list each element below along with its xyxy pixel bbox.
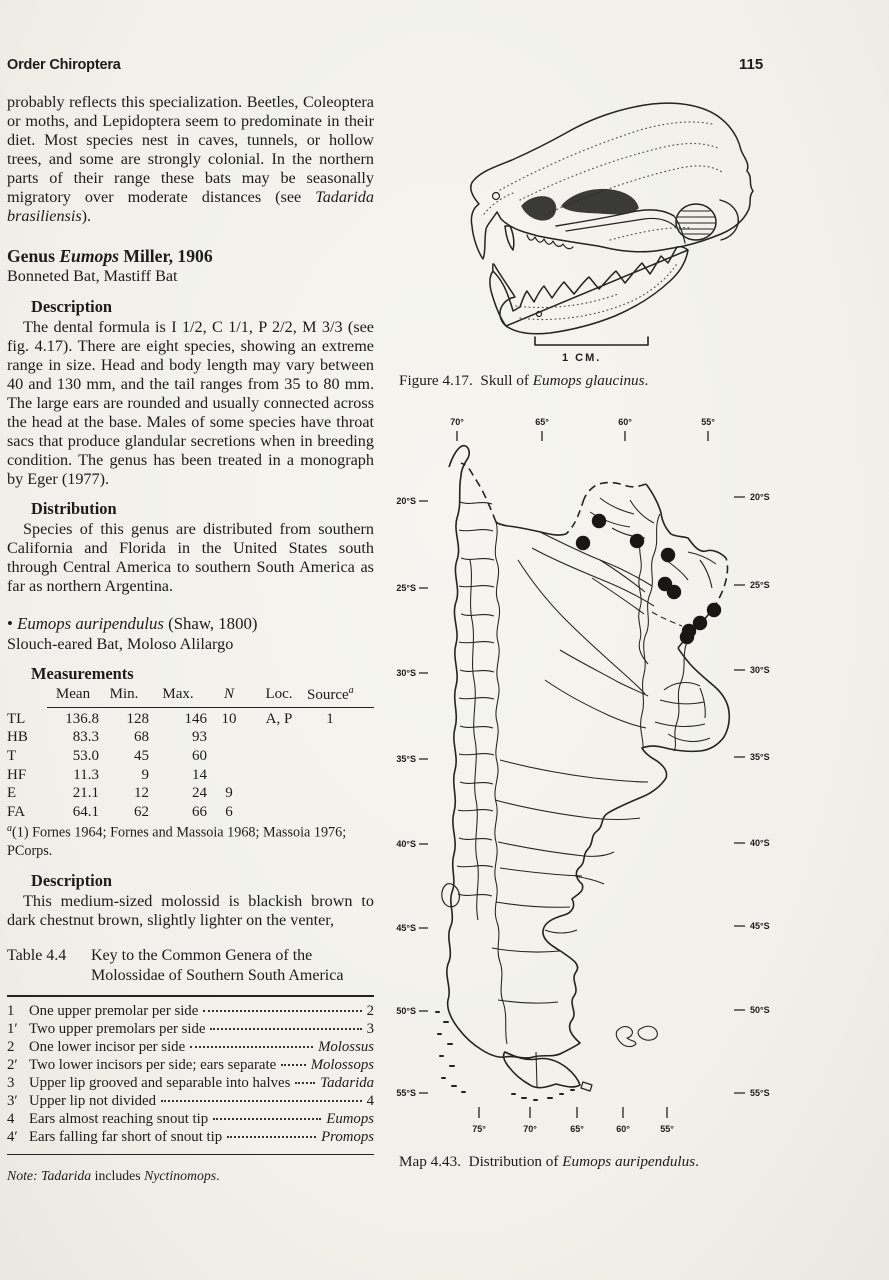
scale-bar-label: 1 CM. (562, 352, 602, 364)
dot-leader (227, 1136, 316, 1138)
table-row: HF 11.3 9 14 (7, 766, 207, 783)
dot-leader (213, 1118, 321, 1120)
measurements-heading: Measurements (31, 664, 134, 684)
svg-text:35°S: 35°S (396, 754, 416, 764)
col-max: Max. (162, 686, 194, 703)
key-row: 4 Ears almost reaching snout tip Eumops (7, 1110, 374, 1127)
measurements-header-row (7, 685, 374, 710)
svg-text:35°S: 35°S (750, 752, 770, 762)
falkland-islands (616, 1026, 657, 1046)
svg-text:25°S: 25°S (396, 583, 416, 593)
rule (7, 1154, 374, 1155)
svg-text:60°: 60° (618, 417, 632, 427)
key-table-note: Note: Tadarida includes Nyctinomops. (7, 1167, 220, 1183)
key-row: 1 One upper premolar per side 2 (7, 1002, 374, 1019)
left-column (7, 93, 374, 1184)
dot-leader (210, 1028, 361, 1030)
key-row: 1′ Two upper premolars per side 3 (7, 1020, 374, 1037)
running-head: Order Chiroptera (7, 57, 121, 73)
table-row: T 53.0 45 60 (7, 747, 207, 764)
svg-text:40°S: 40°S (396, 839, 416, 849)
dot-leader (281, 1064, 306, 1066)
genus-common-names: Bonneted Bat, Mastiff Bat (7, 267, 178, 286)
svg-text:70°: 70° (523, 1124, 537, 1134)
svg-text:75°: 75° (472, 1124, 486, 1134)
svg-text:45°S: 45°S (750, 921, 770, 931)
svg-text:20°S: 20°S (396, 496, 416, 506)
dot-leader (161, 1100, 362, 1102)
svg-text:55°: 55° (701, 417, 715, 427)
skull-drawing (450, 88, 785, 372)
genus-heading: Genus Eumops Miller, 1906 (7, 246, 213, 267)
svg-text:50°S: 50°S (396, 1006, 416, 1016)
svg-text:40°S: 40°S (750, 838, 770, 848)
map-latitude-labels-left (396, 496, 416, 1098)
svg-text:60°: 60° (616, 1124, 630, 1134)
svg-text:50°S: 50°S (750, 1005, 770, 1015)
svg-text:55°: 55° (660, 1124, 674, 1134)
map-longitude-labels-bottom (472, 1124, 674, 1134)
key-table-label: Table 4.4 (7, 946, 67, 964)
species-description-paragraph: This medium-sized molossid is blackish brown to dark chestnut brown, slightly lighter on the venter, (7, 891, 374, 929)
table-row: HB 83.3 68 93 (7, 729, 207, 746)
table-row: E 21.1 12 24 9 (7, 785, 233, 802)
key-row: 3′ Upper lip not divided 4 (7, 1092, 374, 1109)
svg-text:30°S: 30°S (750, 665, 770, 675)
page-number: 115 (739, 56, 764, 73)
graticule-ticks (419, 431, 745, 1118)
rule (7, 995, 374, 997)
species-common-names: Slouch-eared Bat, Moloso Alilargo (7, 634, 234, 653)
svg-text:70°: 70° (450, 417, 464, 427)
svg-text:30°S: 30°S (396, 668, 416, 678)
col-loc: Loc. (265, 686, 293, 703)
distribution-map (394, 404, 886, 1148)
col-source: Source$^a$ (307, 685, 354, 704)
dot-leader (203, 1010, 361, 1012)
svg-text:25°S: 25°S (750, 580, 770, 590)
measurements-table (7, 685, 374, 821)
dot-leader (190, 1046, 313, 1048)
key-row: 4′ Ears falling far short of snout tip Promops (7, 1129, 374, 1146)
svg-text:55°S: 55°S (396, 1088, 416, 1098)
key-table (7, 946, 374, 1184)
genus-distribution-heading: Distribution (31, 499, 117, 519)
map-caption: Map 4.43. Distribution of Eumops auripendulus. (399, 1153, 699, 1170)
table-row: FA 64.1 62 66 6 (7, 803, 233, 820)
svg-text:55°S: 55°S (750, 1088, 770, 1098)
intro-paragraph: probably reflects this specialization. Beetles, Coleoptera or moths, and Lepidoptera seem to predominate in their diet. Most species nest in caves, tunnels, or hollow trees, and some are strongly colonial. In the northern parts of their range these bats may be seasonally migratory over moderate distances (see Tadarida brasiliensis). (7, 93, 374, 226)
svg-text:20°S: 20°S (750, 492, 770, 502)
svg-text:65°: 65° (535, 417, 549, 427)
key-row: 2′ Two lower incisors per side; ears separate Molossops (7, 1056, 374, 1073)
table-row: TL 136.8 128 146 10 A, P 1 (7, 710, 334, 727)
genus-distribution-paragraph: Species of this genus are distributed from southern California and Florida in the United States south through Central America to southern South America as far as northern Argentina. (7, 520, 374, 596)
genus-description-paragraph: The dental formula is I 1/2, C 1/1, P 2/2, M 3/3 (see fig. 4.17). There are eight species, showing an extreme range in size. Head and body length may vary between 40 and 130 mm, and the tail ranges from 35 to 80 mm. The large ears are rounded and usually connected across the head at the base. Males of some species have throat sacs that produce glandular secretions when in breeding condition. The genus has been treated in a monograph by Eger (1977). (7, 317, 374, 489)
key-row: 3 Upper lip grooved and separable into halves Tadarida (7, 1074, 374, 1091)
col-mean: Mean (55, 686, 91, 703)
col-min: Min. (109, 686, 139, 703)
species-heading: • Eumops auripendulus (Shaw, 1800) (7, 614, 258, 634)
figure-caption: Figure 4.17. Skull of Eumops glaucinus. (399, 372, 649, 389)
map-longitude-labels-top (450, 417, 715, 427)
skull-figure (450, 88, 785, 372)
map-latitude-labels-right (750, 492, 770, 1098)
measurements-footnote: $^a$(1) Fornes 1964; Fornes and Massoia 1968; Massoia 1976; PCorps. (7, 823, 347, 859)
key-row: 2 One lower incisor per side Molossus (7, 1038, 374, 1055)
dot-leader (295, 1082, 315, 1084)
genus-description-heading: Description (31, 296, 113, 316)
col-n: N (223, 686, 234, 703)
key-table-title: Key to the Common Genera of the Molossidae of Southern South America (91, 946, 344, 985)
key-table-caption (7, 946, 374, 987)
svg-text:45°S: 45°S (396, 923, 416, 933)
species-description-heading: Description (31, 870, 113, 890)
svg-text:65°: 65° (570, 1124, 584, 1134)
scale-bar (535, 337, 648, 345)
